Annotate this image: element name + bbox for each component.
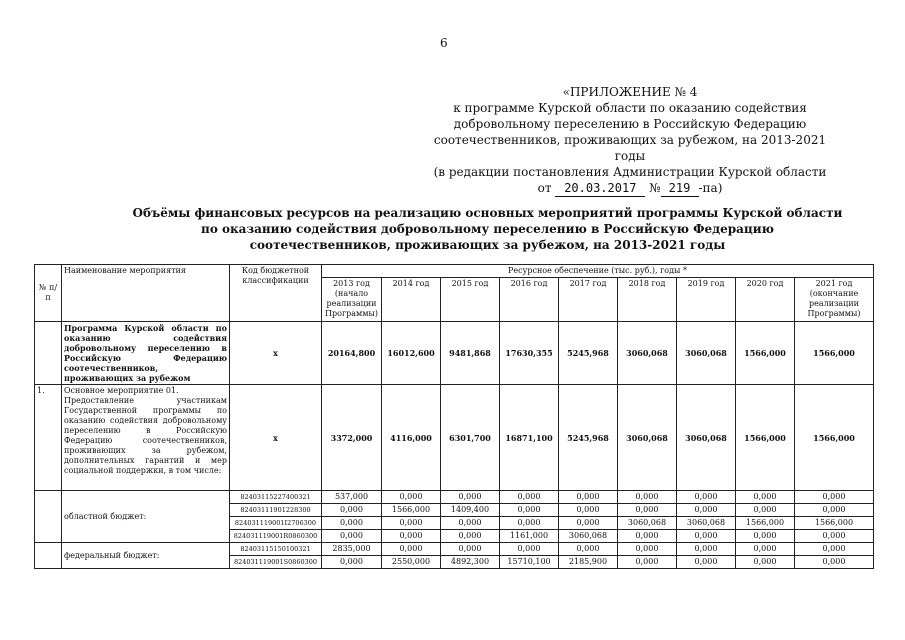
budget-value: 0,000 xyxy=(736,543,795,556)
budget-code: 824031119001R0860300 xyxy=(230,530,322,543)
budget-value: 0,000 xyxy=(736,504,795,517)
measure-value: 3060,068 xyxy=(677,385,736,491)
budget-value: 0,000 xyxy=(795,530,874,543)
budget-value: 0,000 xyxy=(618,543,677,556)
appendix-date-line xyxy=(430,180,830,197)
budget-value: 0,000 xyxy=(736,491,795,504)
budget-row xyxy=(35,491,874,504)
budget-code: 82403115150100321 xyxy=(230,543,322,556)
budget-label: областной бюджет: xyxy=(62,491,230,543)
budget-value: 0,000 xyxy=(618,556,677,569)
finance-table xyxy=(34,264,874,569)
budget-value: 0,000 xyxy=(441,517,500,530)
program-value: 16012,600 xyxy=(382,322,441,385)
measure-value: 1566,000 xyxy=(736,385,795,491)
measure-name xyxy=(62,385,230,491)
budget-value: 0,000 xyxy=(382,517,441,530)
year-header: 2015 год xyxy=(441,278,500,322)
budget-value: 0,000 xyxy=(500,517,559,530)
program-value: 5245,968 xyxy=(559,322,618,385)
decree-suffix: -па) xyxy=(698,181,723,195)
header-row xyxy=(35,265,874,278)
budget-value: 0,000 xyxy=(677,504,736,517)
year-header: 2018 год xyxy=(618,278,677,322)
measure-num: 1. xyxy=(35,385,62,491)
budget-value: 3060,068 xyxy=(677,517,736,530)
budget-value: 4892,300 xyxy=(441,556,500,569)
budget-value: 0,000 xyxy=(382,530,441,543)
measure-value: 6301,700 xyxy=(441,385,500,491)
budget-value: 0,000 xyxy=(382,491,441,504)
appendix-title: «ПРИЛОЖЕНИЕ № 4 xyxy=(562,85,698,99)
year-header: 2013 год (начало реализации Программы) xyxy=(322,278,382,322)
budget-row xyxy=(35,543,874,556)
budget-code: 82403111901228300 xyxy=(230,504,322,517)
col-resources-header: Ресурсное обеспечение (тыс. руб.), годы * xyxy=(322,265,874,278)
page-number: 6 xyxy=(440,36,448,50)
program-code: х xyxy=(230,322,322,385)
decree-date: 20.03.2017 xyxy=(555,180,645,197)
year-header: 2019 год xyxy=(677,278,736,322)
budget-value: 0,000 xyxy=(559,543,618,556)
budget-value: 0,000 xyxy=(677,556,736,569)
budget-value: 0,000 xyxy=(500,504,559,517)
budget-value: 0,000 xyxy=(736,556,795,569)
measure-title: Основное мероприятие 01. xyxy=(64,386,179,395)
appendix-line: (в редакции постановления Администрации Курской области xyxy=(433,165,827,179)
budget-num xyxy=(35,491,62,543)
program-name: Программа Курской области по оказанию содействия добровольному переселению в Российскую Федерацию соотечественников, проживающих за рубежом xyxy=(62,322,230,385)
measure-value: 5245,968 xyxy=(559,385,618,491)
col-name-header: Наименование мероприятия xyxy=(62,265,230,322)
budget-code: 824031119001S0860300 xyxy=(230,556,322,569)
budget-rows xyxy=(35,491,874,569)
year-header: 2016 год xyxy=(500,278,559,322)
appendix-header xyxy=(430,84,830,197)
budget-value: 0,000 xyxy=(677,491,736,504)
budget-value: 15710,100 xyxy=(500,556,559,569)
budget-code: 82403115227400321 xyxy=(230,491,322,504)
budget-value: 1566,000 xyxy=(795,517,874,530)
measure-code: х xyxy=(230,385,322,491)
measure-value: 3372,000 xyxy=(322,385,382,491)
program-row xyxy=(35,322,874,385)
program-value: 3060,068 xyxy=(618,322,677,385)
budget-value: 0,000 xyxy=(677,530,736,543)
budget-value: 1409,400 xyxy=(441,504,500,517)
budget-value: 3060,068 xyxy=(559,530,618,543)
measure-row xyxy=(35,385,874,491)
program-value: 3060,068 xyxy=(677,322,736,385)
budget-value: 0,000 xyxy=(795,491,874,504)
number-prefix: № xyxy=(649,181,661,195)
appendix-line: к программе Курской области по оказанию содействия xyxy=(453,101,807,115)
date-prefix: от xyxy=(537,181,552,195)
year-header: 2014 год xyxy=(382,278,441,322)
budget-value: 0,000 xyxy=(322,530,382,543)
appendix-line: добровольному переселению в Российскую Федерацию xyxy=(453,117,807,131)
budget-value: 0,000 xyxy=(618,530,677,543)
budget-value: 0,000 xyxy=(322,504,382,517)
measure-value: 3060,068 xyxy=(618,385,677,491)
budget-value: 0,000 xyxy=(382,543,441,556)
year-header: 2017 год xyxy=(559,278,618,322)
measure-value: 1566,000 xyxy=(795,385,874,491)
budget-value: 1161,000 xyxy=(500,530,559,543)
program-value: 9481,868 xyxy=(441,322,500,385)
program-value: 17630,355 xyxy=(500,322,559,385)
col-code-header: Код бюджетной классификации xyxy=(230,265,322,322)
budget-value: 537,000 xyxy=(322,491,382,504)
budget-value: 0,000 xyxy=(559,504,618,517)
program-value: 20164,800 xyxy=(322,322,382,385)
budget-num xyxy=(35,543,62,569)
budget-value: 0,000 xyxy=(559,517,618,530)
budget-value: 3060,068 xyxy=(618,517,677,530)
budget-value: 1566,000 xyxy=(382,504,441,517)
budget-value: 0,000 xyxy=(618,491,677,504)
budget-value: 0,000 xyxy=(322,556,382,569)
budget-value: 1566,000 xyxy=(736,517,795,530)
measure-description: Предоставление участникам Государственной программы по оказанию содействия добровольному переселению в Российскую Федерацию соотечественников, проживающих за рубежом, дополнительных гарантий и мер социальной поддержки, в том числе: xyxy=(64,396,227,475)
budget-value: 0,000 xyxy=(322,517,382,530)
budget-value: 0,000 xyxy=(618,504,677,517)
program-value: 1566,000 xyxy=(795,322,874,385)
appendix-line: соотечественников, проживающих за рубежом, на 2013-2021 годы xyxy=(433,133,827,163)
budget-value: 0,000 xyxy=(795,543,874,556)
col-num-header: № п/ п xyxy=(35,265,62,322)
budget-value: 0,000 xyxy=(795,556,874,569)
budget-label: федеральный бюджет: xyxy=(62,543,230,569)
budget-value: 0,000 xyxy=(441,530,500,543)
budget-value: 0,000 xyxy=(500,543,559,556)
budget-value: 0,000 xyxy=(736,530,795,543)
budget-value: 0,000 xyxy=(441,491,500,504)
budget-value: 0,000 xyxy=(677,543,736,556)
decree-number: 219 xyxy=(661,180,699,197)
budget-value: 0,000 xyxy=(441,543,500,556)
budget-value: 0,000 xyxy=(500,491,559,504)
budget-value: 2835,000 xyxy=(322,543,382,556)
program-value: 1566,000 xyxy=(736,322,795,385)
year-header: 2021 год (окончание реализации Программы) xyxy=(795,278,874,322)
budget-value: 0,000 xyxy=(795,504,874,517)
budget-value: 2185,900 xyxy=(559,556,618,569)
measure-value: 4116,000 xyxy=(382,385,441,491)
budget-code: 824031119001I2706300 xyxy=(230,517,322,530)
budget-value: 2550,000 xyxy=(382,556,441,569)
program-num xyxy=(35,322,62,385)
year-header: 2020 год xyxy=(736,278,795,322)
document-title: Объёмы финансовых ресурсов на реализацию основных мероприятий программы Курской области по оказанию содействия добровольному переселению в Российскую Федерацию соотечественников, проживающих за рубежом, на 2013-2021 годы xyxy=(132,206,843,252)
measure-value: 16871,100 xyxy=(500,385,559,491)
budget-value: 0,000 xyxy=(559,491,618,504)
